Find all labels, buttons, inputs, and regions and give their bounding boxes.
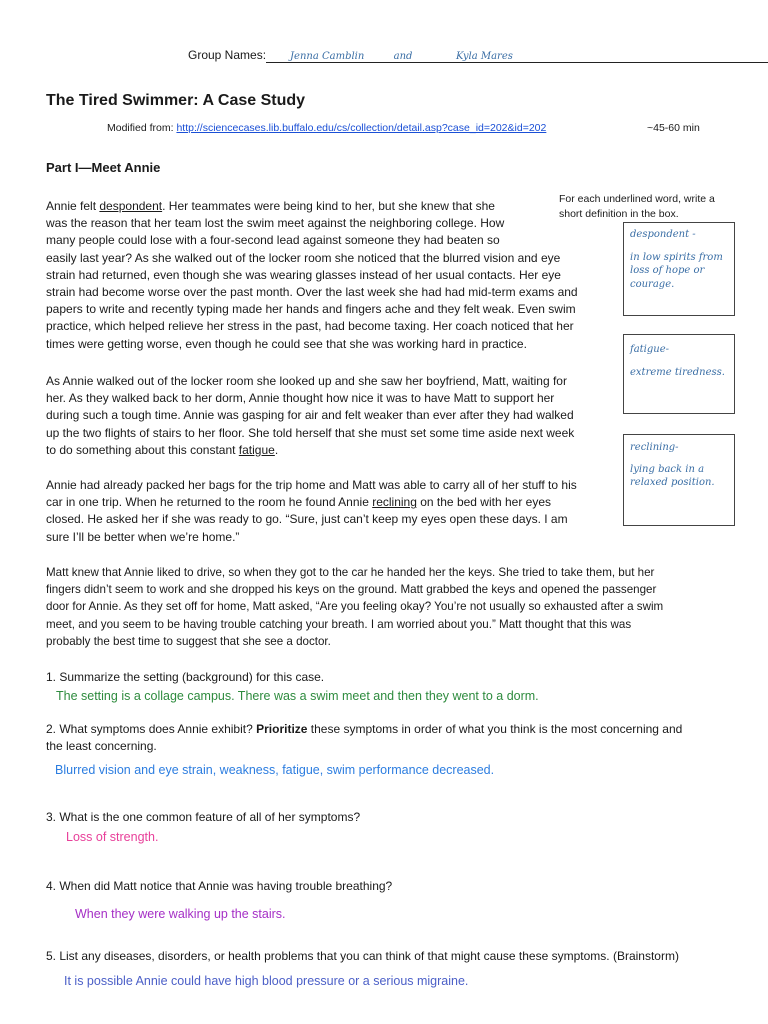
definition-text: courage.: [630, 278, 675, 290]
paragraph-line: meet, and you seem to be having trouble catching your breath. I am worried about you.” Matt thought that this was: [46, 617, 632, 631]
definition-text: loss of hope or: [630, 265, 705, 276]
paragraph-line: many people could lose with a four-second lead against someone they had beaten so: [46, 233, 500, 248]
vocab-fatigue: fatigue: [238, 442, 275, 457]
paragraph-line: easily last year? As she walked out of the locker room she noticed that the blurred vision and eye: [46, 250, 561, 265]
side-note: For each underlined word, write a short definition in the box.: [559, 193, 715, 220]
paragraph-line: was the reason that her team lost the swim meet against the neighboring college. How: [46, 216, 505, 231]
vocab-despondent: despondent: [99, 199, 163, 213]
vocab-reclining: reclining: [372, 495, 417, 510]
paragraph-line: her. As they walked back to her dorm, Annie thought how nice it was to have Matt to support her: [46, 391, 555, 406]
definition-text: lying back in a: [630, 463, 705, 475]
paragraph-line: sure I’ll be better when we’re home.”: [46, 529, 240, 544]
paragraph-line: probably the best time to suggest that she see a doctor.: [46, 634, 331, 648]
name-field-1: [290, 48, 386, 63]
paragraph-line: [46, 442, 574, 459]
paragraph-line: up the two flights of stairs to her floor. She told herself that she must set some time aside next week: [46, 425, 575, 440]
paragraph-line: times were getting worse, even though he could see that she was working hard in practice.: [46, 336, 527, 351]
text-run: 2. What symptoms does Annie exhibit?: [46, 722, 257, 736]
text-run: to do something about this constant: [46, 442, 239, 457]
definition-term: fatigue-: [630, 344, 670, 355]
answer-2[interactable]: Blurred vision and eye strain, weakness, fatigue, swim performance decreased.: [55, 763, 495, 777]
name-field-2: [456, 48, 768, 63]
answer-1[interactable]: The setting is a collage campus. There was a swim meet and then they went to a dorm.: [56, 689, 539, 703]
question-2: [46, 721, 682, 755]
name-conjunction: and: [393, 51, 413, 62]
conjunction-field: [386, 48, 420, 63]
definition-term: despondent -: [630, 229, 696, 240]
document-title: The Tired Swimmer: A Case Study: [46, 92, 306, 109]
definition-text: in low spirits from: [630, 251, 723, 263]
paragraph-line: during such a tough time. Annie was gasping for air and felt weaker than ever after they had walked: [46, 408, 574, 423]
question-1: 1. Summarize the setting (background) for this case.: [46, 670, 325, 684]
paragraph-line: door for Annie. As they set off for home, Matt asked, “Are you feeling okay? You’re not usually so exhausted after a swim: [46, 600, 664, 614]
paragraph-line: strain had become worse over the past month. Over the last week she had had mid-term exams and: [46, 285, 578, 300]
paragraph-line: [46, 494, 577, 511]
paragraph-4: [46, 564, 663, 650]
source-line: [107, 122, 546, 134]
paragraph-line: closed. He asked her if she was ready to go. “Sure, just can’t keep my eyes open these days. I am: [46, 512, 568, 527]
paragraph-line: [46, 198, 578, 215]
question-4: 4. When did Matt notice that Annie was having trouble breathing?: [46, 879, 393, 893]
name-underline: [266, 48, 290, 63]
paragraph-line: As Annie walked out of the locker room she looked up and she saw her boyfriend, Matt, waiting for: [46, 374, 567, 388]
paragraph-line: Annie had already packed her bags for the trip home and Matt was able to carry all of her stuff to his: [46, 478, 577, 492]
definition-text: relaxed position.: [630, 477, 715, 488]
part-heading: Part I—Meet Annie: [46, 160, 161, 175]
text-run: on the bed with her eyes: [416, 495, 551, 510]
answer-5[interactable]: It is possible Annie could have high blood pressure or a serious migraine.: [64, 974, 469, 988]
group-names-label: Group Names:: [188, 48, 267, 62]
text-run: these symptoms in order of what you think is the most concerning and: [307, 722, 683, 736]
text-run: . Her teammates were being kind to her, but she knew that she: [162, 199, 495, 213]
source-label: Modified from:: [107, 122, 174, 134]
emphasis-prioritize: Prioritize: [256, 722, 308, 736]
duration-label: ~45-60 min: [647, 122, 700, 134]
definition-text: extreme tiredness.: [630, 366, 725, 378]
student-name-2: Kyla Mares: [456, 51, 513, 62]
definition-box-reclining[interactable]: [623, 434, 735, 526]
paragraph-2: [46, 373, 574, 459]
paragraph-line: fingers didn’t seem to work and she dropped his keys on the ground. Matt grabbed the keys and opened the passenger: [46, 583, 657, 597]
question-3: 3. What is the one common feature of all of her symptoms?: [46, 810, 361, 824]
text-run: Annie felt: [46, 199, 100, 213]
answer-4[interactable]: When they were walking up the stairs.: [75, 907, 286, 921]
paragraph-line: strain had returned, even though she was wearing glasses instead of her usual contacts. Her eye: [46, 267, 561, 282]
answer-3[interactable]: Loss of strength.: [66, 830, 159, 844]
text-run: the least concerning.: [46, 739, 157, 753]
question-5: 5. List any diseases, disorders, or health problems that you can think of that might cause these symptoms. (Brainstorm): [46, 949, 679, 963]
definition-box-fatigue[interactable]: [623, 334, 735, 414]
paragraph-line: practice, which helped relieve her stress in the past, had become taxing. Her coach noticed that her: [46, 319, 574, 334]
definition-term: reclining-: [630, 442, 679, 453]
paragraph-3: [46, 477, 577, 546]
paragraph-line: Matt knew that Annie liked to drive, so when they got to the car he handed her the keys. She tried to take them, but her: [46, 566, 655, 579]
paragraph-1: [46, 198, 578, 353]
source-link[interactable]: http://sciencecases.lib.buffalo.edu/cs/collection/detail.asp?case_id=202&id=202: [176, 122, 547, 134]
paragraph-line: papers to write and recently typing made her hands and fingers ache and they felt weak. Even swim: [46, 302, 576, 317]
definition-box-despondent[interactable]: [623, 222, 735, 316]
text-run: car in one trip. When he returned to the room he found Annie: [46, 495, 373, 510]
name-underline: [420, 48, 456, 63]
group-names-line: [188, 48, 768, 63]
text-run: .: [274, 442, 279, 457]
student-name-1: Jenna Camblin: [290, 51, 365, 62]
